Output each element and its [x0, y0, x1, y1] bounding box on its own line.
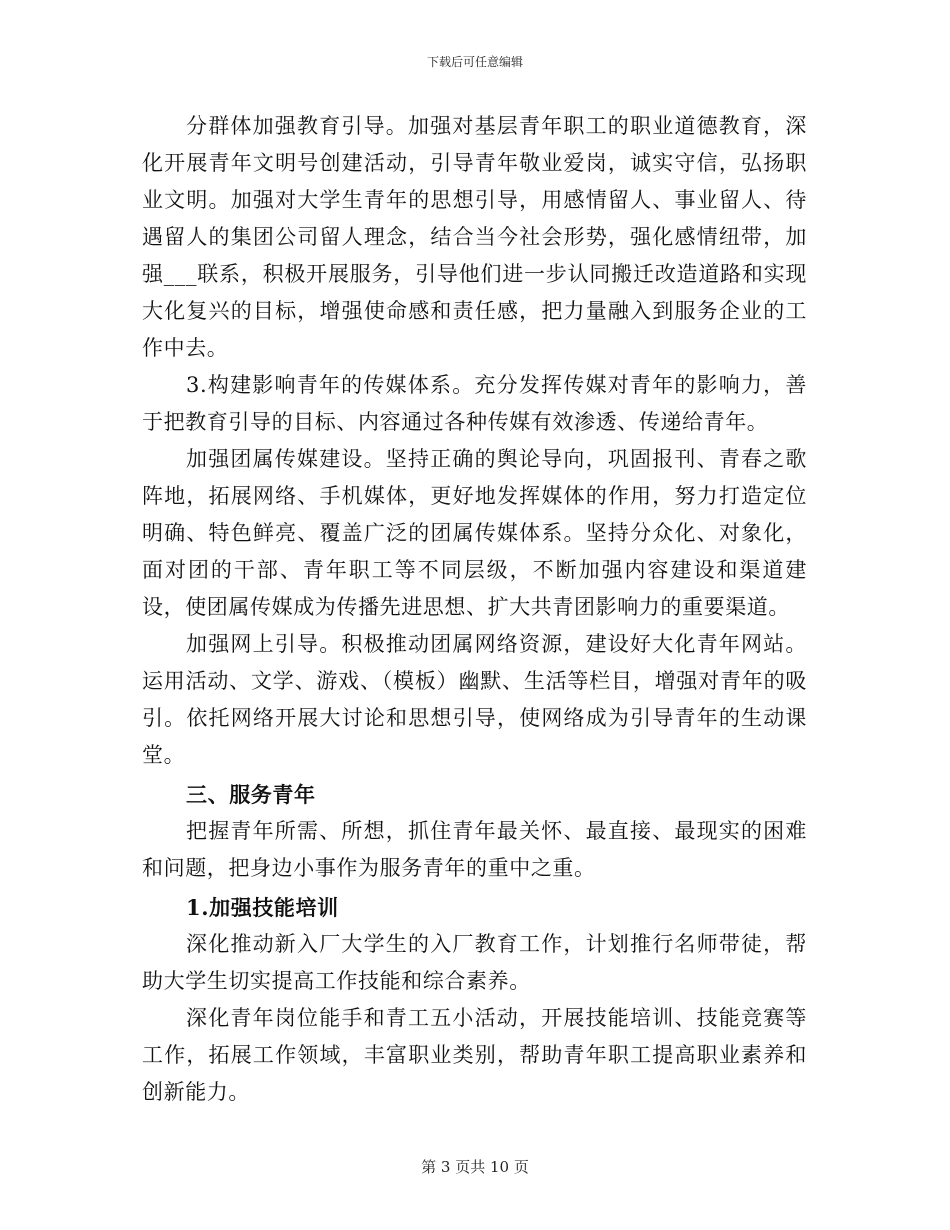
paragraph-1: 分群体加强教育引导。加强对基层青年职工的职业道德教育，深化开展青年文明号创建活动，引导青年敬业爱岗，诚实守信，弘扬职业文明。加强对大学生青年的思想引导，用感情留人、事业留人、待遇留人的集团公司留人理念，结合当今社会形势，强化感情纽带，加强___联系，积极开展服务，引导他们进一步认同搬迁改造道路和实现大化复兴的目标，增强使命感和责任感，把力量融入到服务企业的工作中去。	[142, 114, 807, 360]
document-body	[142, 108, 807, 1111]
paragraph-6: 深化推动新入厂大学生的入厂教育工作，计划推行名师带徒，帮助大学生切实提高工作技能和综合素养。	[142, 932, 807, 993]
paragraph-5: 把握青年所需、所想，抓住青年最关怀、最直接、最现实的困难和问题，把身边小事作为服务青年的重中之重。	[142, 819, 807, 880]
subsection-heading-skills-training: 1.加强技能培训	[186, 895, 339, 920]
paragraph-7: 深化青年岗位能手和青工五小活动，开展技能培训、技能竞赛等工作，拓展工作领域，丰富职业类别，帮助青年职工提高职业素养和创新能力。	[142, 1006, 807, 1104]
page-header: 下载后可任意编辑	[426, 55, 523, 69]
paragraph-2: 3.构建影响青年的传媒体系。充分发挥传媒对青年的影响力，善于把教育引导的目标、内容通过各种传媒有效渗透、传递给青年。	[142, 373, 807, 434]
section-heading-serve-youth: 三、服务青年	[186, 782, 316, 807]
paragraph-4: 加强网上引导。积极推动团属网络资源，建设好大化青年网站。运用活动、文学、游戏、（模板）幽默、生活等栏目，增强对青年的吸引。依托网络开展大讨论和思想引导，使网络成为引导青年的生动课堂。	[142, 632, 807, 767]
paragraph-3: 加强团属传媒建设。坚持正确的舆论导向，巩固报刊、青春之歌阵地，拓展网络、手机媒体，更好地发挥媒体的作用，努力打造定位明确、特色鲜亮、覆盖广泛的团属传媒体系。坚持分众化、对象化，面对团的干部、青年职工等不同层级，不断加强内容建设和渠道建设，使团属传媒成为传播先进思想、扩大共青团影响力的重要渠道。	[142, 447, 807, 619]
page-footer: 第 3 页共 10 页	[421, 1158, 529, 1176]
